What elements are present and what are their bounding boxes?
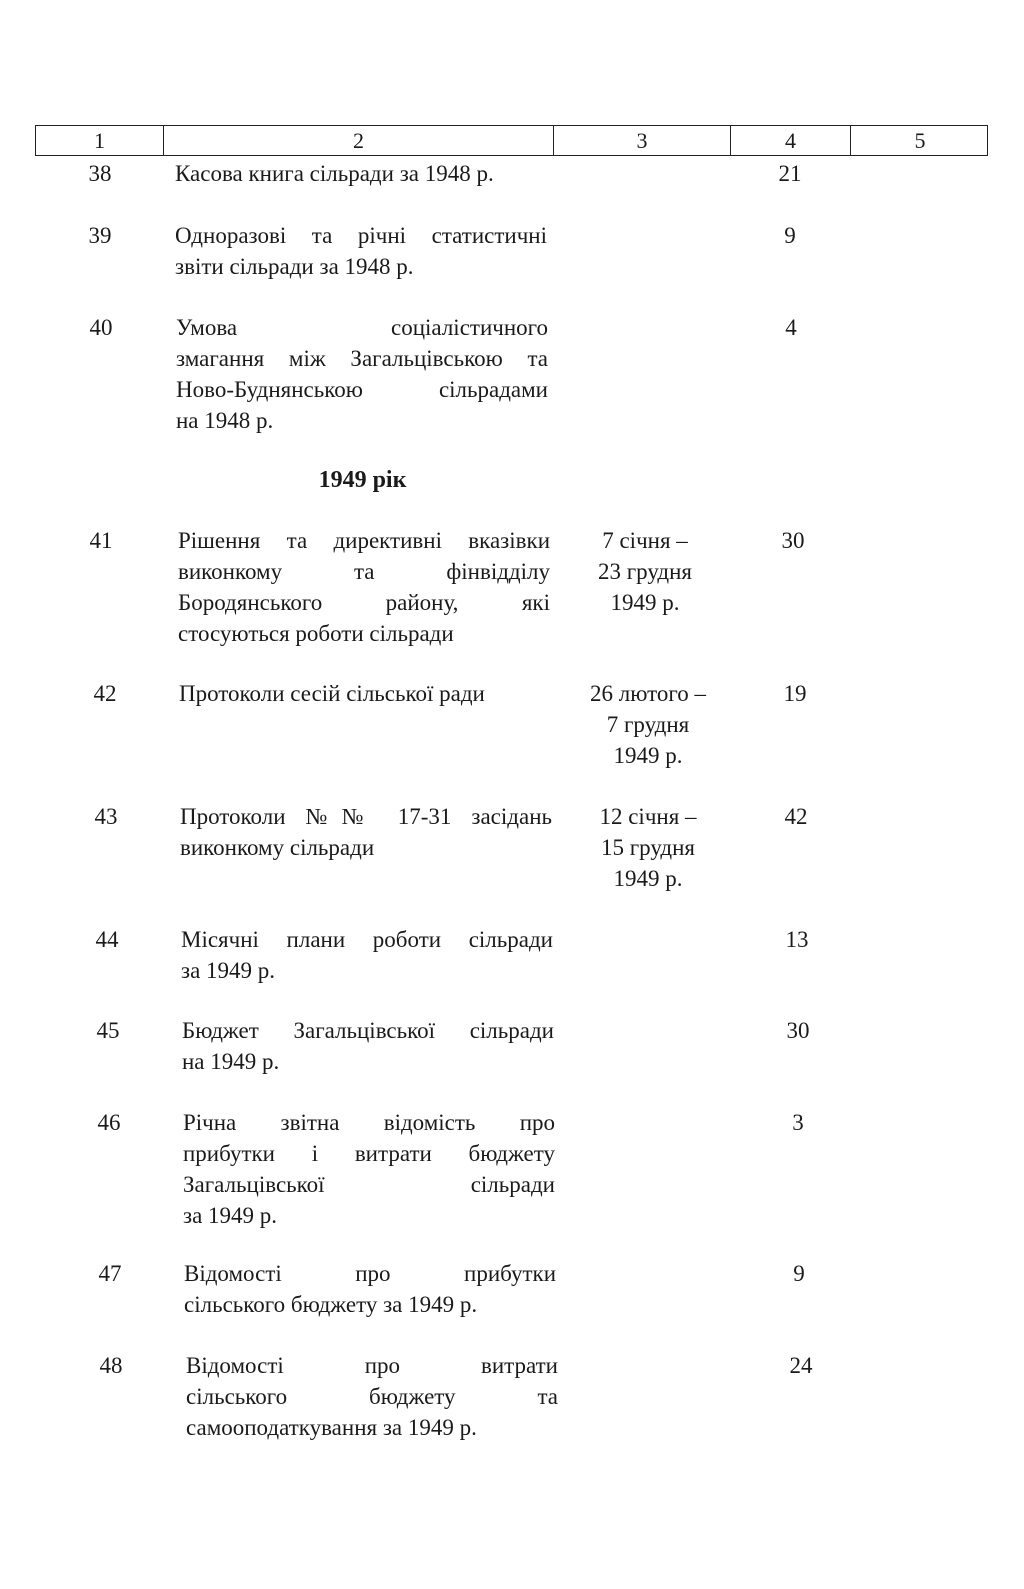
item-sheet-count: 42: [784, 804, 808, 829]
item-dates: [560, 525, 730, 618]
item-date-line: 1949 р.: [613, 866, 683, 891]
item-sheet-count: 13: [785, 927, 809, 952]
item-title: [183, 1107, 555, 1231]
item-title-line: стосуються роботи сільради: [178, 621, 454, 646]
item-title: [175, 220, 547, 282]
item-title: [184, 1258, 556, 1320]
item-date-line: 1949 р.: [613, 743, 683, 768]
item-title-line: Місячні плани роботи сільради: [181, 927, 553, 952]
item-number: 44: [95, 927, 119, 952]
item-number: 41: [89, 528, 113, 553]
item-number: 40: [89, 315, 113, 340]
item-sheet-count: 21: [778, 161, 802, 186]
item-title-line: за 1949 р.: [183, 1203, 278, 1228]
item-number: 47: [98, 1261, 122, 1286]
item-date-line: 7 січня –: [602, 528, 688, 553]
item-title-line: Річна звітна відомість про: [183, 1110, 555, 1135]
item-title-line: Ново-Буднянською сільрадами: [176, 377, 548, 402]
item-sheet-count: 30: [786, 1018, 810, 1043]
item-title: [175, 158, 547, 189]
item-sheet-count: 9: [784, 223, 796, 248]
item-title-line: виконкому та фінвідділу: [178, 559, 550, 584]
item-title-line: виконкому сільради: [180, 835, 375, 860]
item-dates: [563, 678, 733, 771]
section-heading-1949: 1949 рік: [318, 467, 407, 493]
item-sheet-count: 30: [781, 528, 805, 553]
item-title-line: Відомості про прибутки: [184, 1261, 556, 1286]
header-col-5: 5: [914, 128, 926, 153]
item-sheet-count: 4: [785, 315, 797, 340]
item-title-line: Рішення та директивні вказівки: [178, 528, 550, 553]
item-title: [176, 312, 548, 436]
item-sheet-count: 9: [793, 1261, 805, 1286]
item-title-line: Відомості про витрати: [186, 1353, 558, 1378]
header-col-2: 2: [164, 126, 554, 155]
item-title-line: Одноразові та річні статистичні: [175, 223, 547, 248]
item-date-line: 26 лютого –: [590, 681, 706, 706]
item-title-line: за 1949 р.: [181, 958, 276, 983]
header-col-1: 1: [36, 126, 164, 155]
item-number: 39: [88, 223, 112, 248]
item-title: [186, 1350, 558, 1443]
item-title-line: звіти сільради за 1948 р.: [175, 254, 414, 279]
item-sheet-count: 19: [783, 681, 807, 706]
item-title-line: Протоколи сесій сільської ради: [179, 681, 485, 706]
item-title: [180, 801, 552, 863]
item-title: [178, 525, 550, 649]
item-number: 42: [93, 681, 117, 706]
item-sheet-count: 24: [789, 1353, 813, 1378]
item-number: 46: [97, 1110, 121, 1135]
item-title-line: Протоколи №№ 17-31 засідань: [180, 804, 552, 829]
item-title-line: Бюджет Загальцівської сільради: [182, 1018, 554, 1043]
item-date-line: 1949 р.: [610, 590, 680, 615]
item-dates: [563, 801, 733, 894]
header-col-4: 4: [731, 126, 851, 155]
column-number-header: [35, 125, 988, 156]
item-sheet-count: 3: [792, 1110, 804, 1135]
item-title: [182, 1015, 554, 1077]
item-title-line: Загальцівської сільради: [183, 1172, 555, 1197]
item-title: [179, 678, 551, 709]
item-title-line: прибутки і витрати бюджету: [183, 1141, 555, 1166]
item-date-line: 12 січня –: [599, 804, 697, 829]
item-title: [181, 924, 553, 986]
header-col-3: 3: [554, 126, 731, 155]
item-title-line: самооподаткування за 1949 р.: [186, 1415, 477, 1440]
item-title-line: Бородянського району, які: [178, 590, 550, 615]
item-title-line: сільського бюджету та: [186, 1384, 558, 1409]
item-number: 43: [94, 804, 118, 829]
item-title-line: змагання між Загальцівською та: [176, 346, 548, 371]
item-number: 38: [88, 161, 112, 186]
item-number: 45: [96, 1018, 120, 1043]
item-title-line: на 1948 р.: [176, 408, 274, 433]
item-title-line: на 1949 р.: [182, 1049, 280, 1074]
item-title-line: сільського бюджету за 1949 р.: [184, 1292, 478, 1317]
item-number: 48: [99, 1353, 123, 1378]
item-date-line: 7 грудня: [606, 712, 690, 737]
item-title-line: Касова книга сільради за 1948 р.: [175, 161, 494, 186]
item-title-line: Умова соціалістичного: [176, 315, 548, 340]
item-date-line: 23 грудня: [597, 559, 693, 584]
item-date-line: 15 грудня: [600, 835, 696, 860]
